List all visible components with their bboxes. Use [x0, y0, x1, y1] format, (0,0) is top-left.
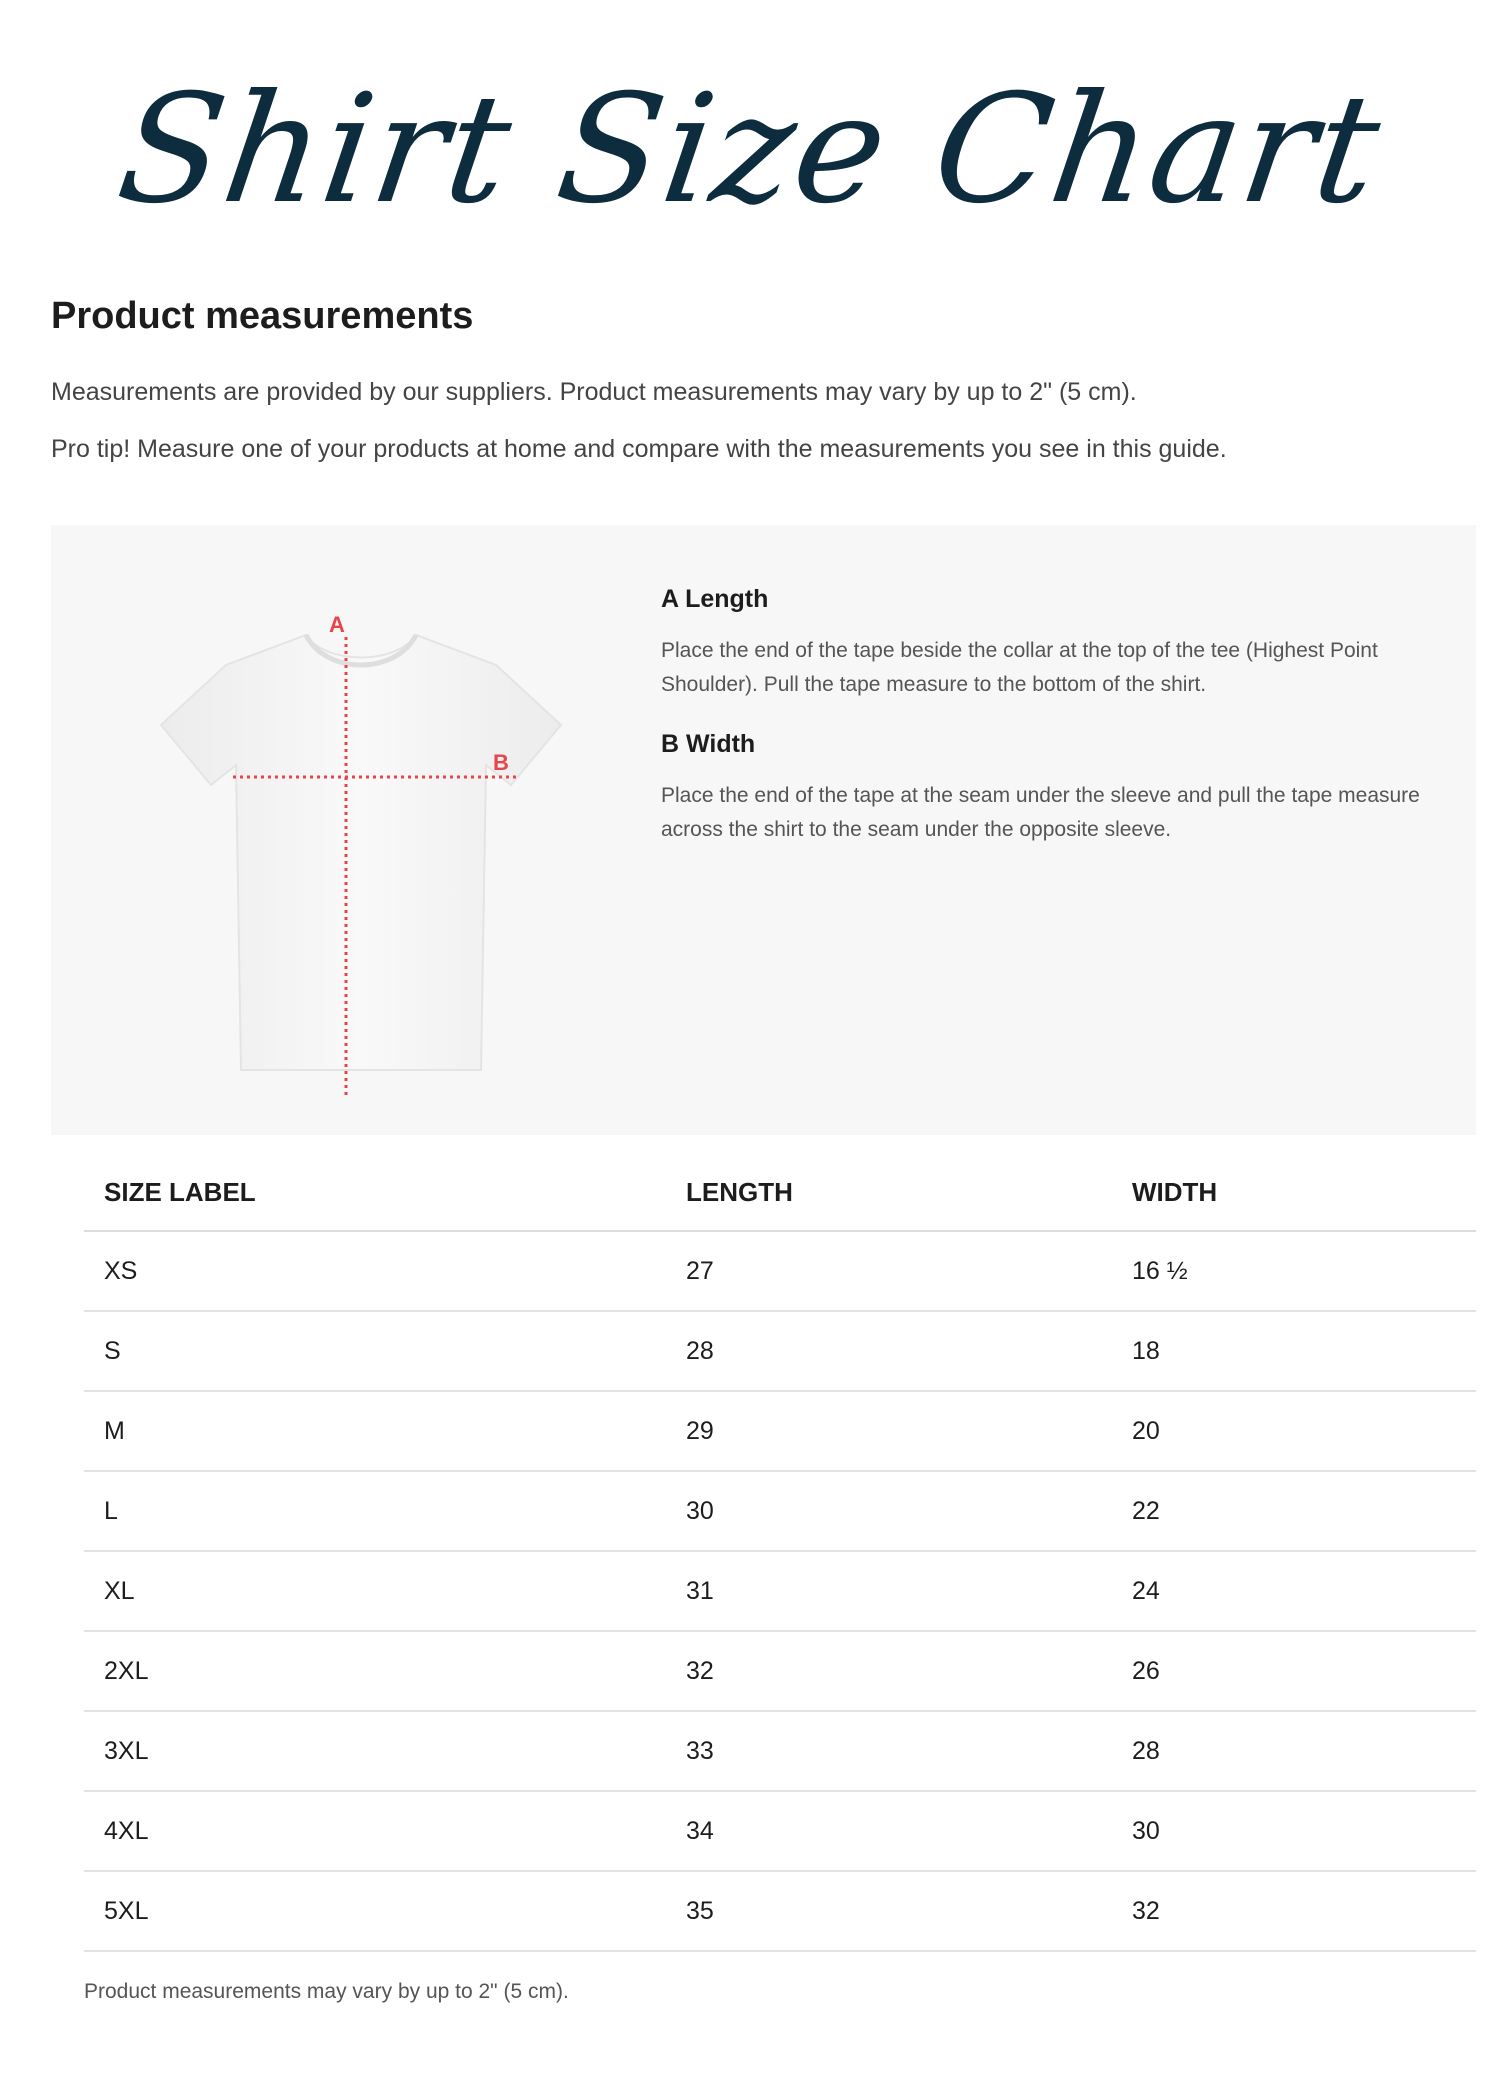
length-text: Place the end of the tape beside the collar at the top of the tee (Highest Point Shoulder). Pull the tape measure to the bottom of the shirt.: [661, 639, 1378, 696]
table-row: [84, 1392, 1476, 1472]
width-cell: 20: [1132, 1416, 1160, 1445]
length-cell: 32: [686, 1656, 714, 1685]
table-row: [84, 1232, 1476, 1312]
width-text: Place the end of the tape at the seam under the sleeve and pull the tape measure across the shirt to the seam under the opposite sleeve.: [661, 784, 1420, 841]
page-title: Shirt Size Chart: [108, 63, 1392, 237]
width-cell: 18: [1132, 1336, 1160, 1365]
width-cell: 30: [1132, 1816, 1160, 1845]
size-cell: 5XL: [104, 1896, 149, 1925]
length-title: A Length: [661, 585, 769, 613]
size-cell: M: [104, 1416, 125, 1445]
table-header-row: [84, 1155, 1476, 1232]
width-cell: 22: [1132, 1496, 1160, 1525]
length-cell: 27: [686, 1256, 714, 1285]
length-cell: 28: [686, 1336, 714, 1365]
header-width: WIDTH: [1132, 1177, 1218, 1207]
page-title-wrap: [0, 30, 1500, 270]
header-size-label: SIZE LABEL: [104, 1177, 256, 1207]
width-cell: 28: [1132, 1736, 1160, 1765]
size-cell: XS: [104, 1256, 138, 1285]
length-cell: 33: [686, 1736, 714, 1765]
table-row: [84, 1632, 1476, 1712]
intro-paragraph: Measurements are provided by our suppliers. Product measurements may vary by up to 2" (5 cm).: [51, 378, 1137, 406]
footnote: Product measurements may vary by up to 2" (5 cm).: [84, 1980, 569, 2003]
label-a: A: [329, 612, 345, 637]
tshirt-diagram: [121, 565, 601, 1105]
width-title: B Width: [661, 730, 756, 758]
tshirt-icon: [161, 635, 561, 1070]
width-cell: 24: [1132, 1576, 1160, 1605]
length-cell: 31: [686, 1576, 714, 1605]
table-row: [84, 1712, 1476, 1792]
pro-tip-paragraph: Pro tip! Measure one of your products at home and compare with the measurements you see in this guide.: [51, 435, 1227, 463]
size-cell: XL: [104, 1576, 135, 1605]
size-cell: 3XL: [104, 1736, 149, 1765]
size-cell: S: [104, 1336, 121, 1365]
length-cell: 29: [686, 1416, 714, 1445]
length-cell: 30: [686, 1496, 714, 1525]
size-cell: 2XL: [104, 1656, 149, 1685]
table-row: [84, 1872, 1476, 1952]
width-cell: 16 ½: [1132, 1256, 1188, 1285]
table-row: [84, 1552, 1476, 1632]
length-description: [661, 585, 1441, 702]
header-length: LENGTH: [686, 1177, 793, 1207]
table-row: [84, 1472, 1476, 1552]
size-table: [84, 1155, 1476, 1952]
size-cell: 4XL: [104, 1816, 149, 1845]
table-row: [84, 1792, 1476, 1872]
width-cell: 32: [1132, 1896, 1160, 1925]
length-cell: 35: [686, 1896, 714, 1925]
section-heading: Product measurements: [51, 295, 474, 337]
label-b: B: [493, 750, 509, 775]
measurement-guide-panel: [51, 525, 1476, 1135]
width-description: [661, 730, 1441, 847]
size-cell: L: [104, 1496, 118, 1525]
table-row: [84, 1312, 1476, 1392]
width-cell: 26: [1132, 1656, 1160, 1685]
length-cell: 34: [686, 1816, 714, 1845]
